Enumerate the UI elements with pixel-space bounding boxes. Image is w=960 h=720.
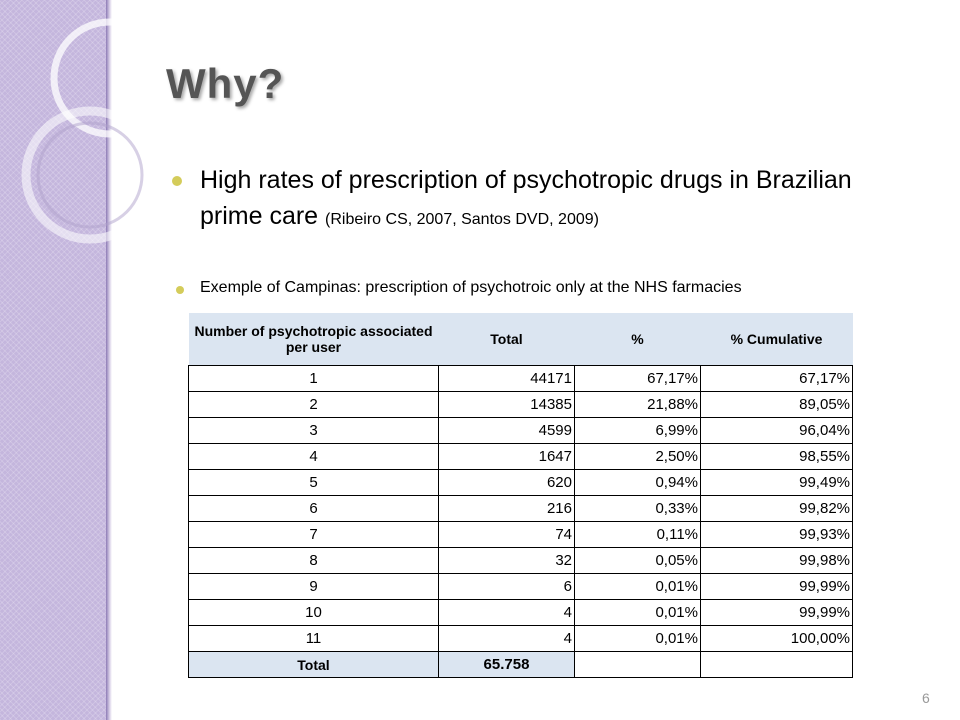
table-cell: 2,50% [575,444,701,470]
header-cell: Total [439,313,575,366]
table-cell: 99,93% [701,522,853,548]
table-total-row [189,652,853,678]
table-cell: 14385 [439,392,575,418]
total-empty-cell [575,652,701,678]
table-row [189,392,853,418]
table-cell: 67,17% [575,366,701,392]
table-cell: 5 [189,470,439,496]
table-cell: 4599 [439,418,575,444]
total-value: 65.758 [439,652,575,678]
table-cell: 6 [439,574,575,600]
table-row [189,444,853,470]
table-cell: 11 [189,626,439,652]
table-cell: 0,11% [575,522,701,548]
table-cell: 89,05% [701,392,853,418]
total-label: Total [189,652,439,678]
table-cell: 99,82% [701,496,853,522]
table-cell: 99,98% [701,548,853,574]
table-row [189,496,853,522]
page-number: 6 [922,690,930,706]
table-cell: 8 [189,548,439,574]
table-cell: 2 [189,392,439,418]
table-cell: 0,94% [575,470,701,496]
table-cell: 4 [439,626,575,652]
table-row [189,600,853,626]
table-row [189,574,853,600]
table-cell: 4 [439,600,575,626]
table-cell: 7 [189,522,439,548]
table-cell: 99,49% [701,470,853,496]
table-cell: 6 [189,496,439,522]
table-cell: 96,04% [701,418,853,444]
bullet-icon [176,286,184,294]
table-row [189,522,853,548]
table-header-row [189,313,853,366]
table-cell: 0,01% [575,626,701,652]
total-empty-cell [701,652,853,678]
bullet-main-citation: (Ribeiro CS, 2007, Santos DVD, 2009) [325,211,599,228]
header-cell: Number of psychotropic associated per user [189,313,439,366]
table-cell: 10 [189,600,439,626]
table-cell: 44171 [439,366,575,392]
table-cell: 3 [189,418,439,444]
table-cell: 99,99% [701,574,853,600]
header-cell: % Cumulative [701,313,853,366]
table-cell: 1 [189,366,439,392]
table-row [189,626,853,652]
table-cell: 74 [439,522,575,548]
bullet-icon [172,176,182,186]
bullet-main [200,162,880,238]
table-cell: 0,33% [575,496,701,522]
table-cell: 6,99% [575,418,701,444]
table-cell: 0,01% [575,574,701,600]
table-cell: 0,01% [575,600,701,626]
table-cell: 4 [189,444,439,470]
table-cell: 98,55% [701,444,853,470]
table-cell: 9 [189,574,439,600]
table-cell: 620 [439,470,575,496]
table-cell: 0,05% [575,548,701,574]
header-cell: % [575,313,701,366]
data-table [188,313,853,678]
slide-title: Why? [166,60,285,107]
bullet-sub-text: Exemple of Campinas: prescription of psychotroic only at the NHS farmacies [200,279,742,296]
decorative-rings-icon [0,0,200,260]
table-row [189,548,853,574]
table-cell: 67,17% [701,366,853,392]
table-body [189,366,853,652]
table-cell: 32 [439,548,575,574]
table-row [189,366,853,392]
table-cell: 100,00% [701,626,853,652]
table-row [189,418,853,444]
table-cell: 21,88% [575,392,701,418]
table-cell: 1647 [439,444,575,470]
bullet-main-text: High rates of prescription of psychotropic drugs in Brazilian prime care [200,166,852,230]
table-cell: 216 [439,496,575,522]
table-row [189,470,853,496]
table-cell: 99,99% [701,600,853,626]
